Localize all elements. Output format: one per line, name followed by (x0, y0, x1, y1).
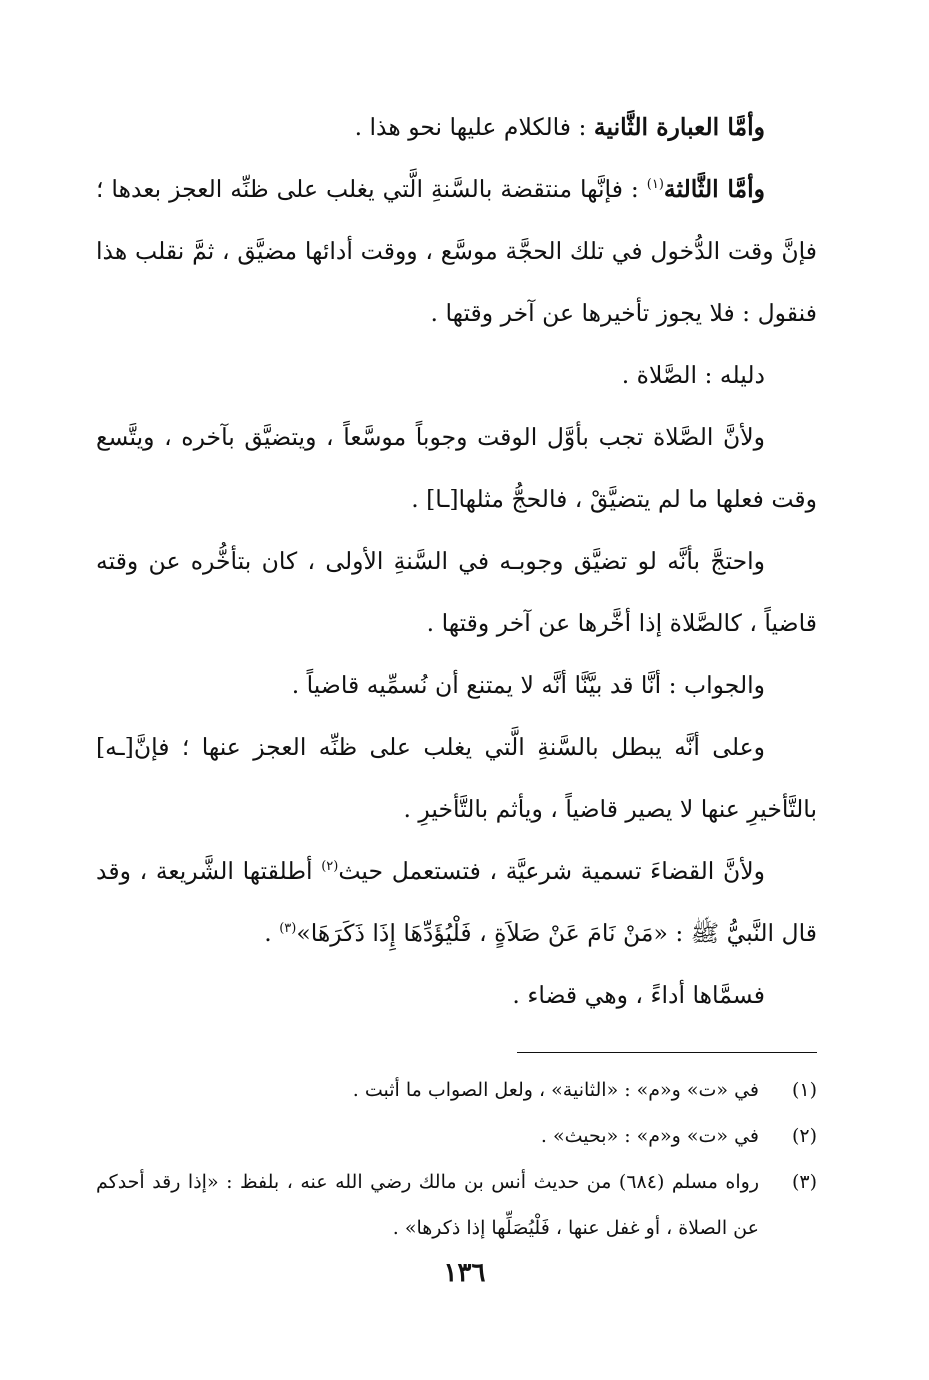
paragraph-1-lead: وأمَّا العبارة الثَّانية (593, 113, 765, 141)
paragraph-9 (96, 964, 817, 1026)
paragraph-7 (96, 716, 817, 840)
paragraph-5 (96, 530, 817, 654)
paragraph-5-text: واحتجَّ بأنَّه لو تضيَّق وجوبـه في السَّنةِ الأولى ، كان بتأخُّره عن وقته قاضياً ، كالصَّلاة إذا أخَّرها عن آخر وقتها . (96, 547, 817, 637)
paragraph-8-text-a: ولأنَّ القضاءَ تسمية شرعيَّة ، فتستعمل حيث (338, 857, 765, 885)
page-number: ١٣٦ (443, 1258, 486, 1288)
paragraph-8-text-c: . (264, 919, 280, 947)
footnote-3-number: (٣) (791, 1171, 817, 1193)
paragraph-8 (96, 840, 817, 964)
paragraph-4-text: ولأنَّ الصَّلاة تجب بأوَّل الوقت وجوباً موسَّعاً ، ويتضيَّق بآخره ، ويتَّسع وقت فعلها ما لم يتضيَّقْ ، فالحجُّ مثلها[ـا] . (96, 423, 817, 513)
footnote-divider (517, 1052, 817, 1053)
paragraph-1 (96, 96, 817, 158)
footnote-ref-3[interactable]: (٣) (279, 921, 297, 937)
paragraph-1-text: : فالكلام عليها نحو هذا . (354, 113, 587, 141)
footnotes (96, 1067, 817, 1251)
footnote-1-text: في «ت» و«م» : «الثانية» ، ولعل الصواب ما أثبت . (352, 1079, 759, 1101)
paragraph-6-text: والجواب : أنَّا قد بيَّنَّا أنَّه لا يمتنع أن نُسمِّيه قاضياً . (291, 671, 765, 699)
footnote-ref-2[interactable]: (٢) (321, 859, 339, 875)
footnote-1-number: (١) (791, 1079, 817, 1101)
paragraph-8-text-b: أطلقتها الشَّريعة ، وقد قال النَّبيُّ ﷺ : «مَنْ نَامَ عَنْ صَلاَةٍ ، فَلْيُؤَدِّهَا إِذَا ذَكَرَهَا» (96, 857, 817, 947)
footnote-ref-1[interactable]: (١) (646, 177, 664, 193)
paragraph-2-lead: وأمَّا الثَّالثة (663, 175, 765, 203)
paragraph-2 (96, 158, 817, 344)
footnote-1 (96, 1067, 817, 1113)
footnote-3 (96, 1159, 817, 1251)
paragraph-4 (96, 406, 817, 530)
paragraph-2-text: : فإنَّها منتقضة بالسَّنةِ الَّتي يغلب على ظنِّه العجز بعدها ؛ فإنَّ وقت الدُّخول في تلك الحجَّة موسَّع ، ووقت أدائها مضيَّق ، ثمَّ نقلب هذا فنقول : فلا يجوز تأخيرها عن آخر وقتها . (96, 175, 817, 327)
paragraph-7-text: وعلى أنَّه يبطل بالسَّنةِ الَّتي يغلب على ظنِّه العجز عنها ؛ فإنَّ[ـه] بالتَّأخيرِ عنها لا يصير قاضياً ، ويأثم بالتَّأخيرِ . (96, 733, 817, 823)
footnote-3-text: رواه مسلم (٦٨٤) من حديث أنس بن مالك رضي الله عنه ، بلفظ : «إذا رقد أحدكم عن الصلاة ، أو غفل عنها ، فَلْيُصَلِّها إذا ذكرها» . (96, 1171, 759, 1239)
paragraph-3 (96, 344, 817, 406)
paragraph-6 (96, 654, 817, 716)
footnote-2-number: (٢) (791, 1125, 817, 1147)
paragraph-9-text: فسمَّاها أداءً ، وهي قضاء . (512, 981, 765, 1009)
main-text (96, 96, 817, 1026)
footnote-2 (96, 1113, 817, 1159)
paragraph-3-text: دليله : الصَّلاة . (621, 361, 765, 389)
footnote-2-text: في «ت» و«م» : «بحيث» . (540, 1125, 759, 1147)
